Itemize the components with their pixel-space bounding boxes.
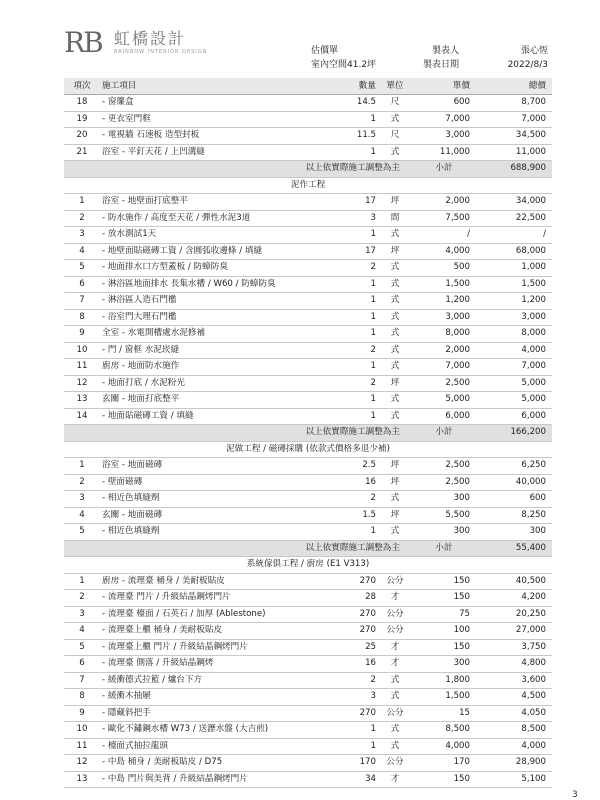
quote-table-body [64,78,552,788]
table-row [64,392,552,409]
cell-total: 28,900 [478,755,552,772]
cell-price: 100 [410,623,478,640]
cell-unit: 才 [380,656,410,673]
cell-price: 6,000 [410,408,478,425]
cell-no: 13 [64,392,100,409]
cell-price: 11,000 [410,144,478,161]
cell-no: 9 [64,705,100,722]
cell-total: 8,000 [478,326,552,343]
cell-qty: 270 [332,573,380,590]
cell-total: 5,000 [478,375,552,392]
cell-no: 2 [64,474,100,491]
cell-unit: 尺 [380,128,410,145]
cell-item: - 流理臺上櫃 門片 / 升級結晶鋼烤門片 [100,639,332,656]
cell-total: 68,000 [478,243,552,260]
table-row [64,243,552,260]
cell-unit: 式 [380,672,410,689]
cell-no: 12 [64,375,100,392]
cell-unit: 式 [380,408,410,425]
cell-no: 1 [64,194,100,211]
table-row [64,573,552,590]
table-row [64,590,552,607]
table-row [64,689,552,706]
cell-item: - 淋浴區地面排水 長集水槽 / W60 / 防蟑防臭 [100,276,332,293]
cell-unit: 式 [380,722,410,739]
cell-qty: 2 [332,375,380,392]
cell-item: - 中島 門片與美背 / 升級結晶鋼烤門片 [100,771,332,788]
cell-item: 浴室 - 地面磁磚 [100,458,332,475]
cell-item: - 流理臺上櫃 桶身 / 美耐板貼皮 [100,623,332,640]
cell-unit: 式 [380,326,410,343]
cell-price: 7,500 [410,210,478,227]
cell-no: 8 [64,689,100,706]
cell-qty: 270 [332,606,380,623]
table-header-row [64,78,552,95]
cell-qty: 2 [332,260,380,277]
table-row [64,672,552,689]
cell-total: 5,000 [478,392,552,409]
table-row [64,144,552,161]
cell-price: 5,000 [410,392,478,409]
cell-qty: 25 [332,639,380,656]
company-logo [64,28,264,62]
col-header-qty: 數量 [332,78,380,95]
cell-item: - 相近色填縫劑 [100,524,332,541]
table-row [64,623,552,640]
subtotal-row [64,425,552,442]
subtotal-row [64,161,552,178]
cell-qty: 17 [332,243,380,260]
table-row [64,771,552,788]
page-number: 3 [572,790,578,800]
cell-item: - 窗簾盒 [100,95,332,112]
cell-total: 1,200 [478,293,552,310]
cell-qty: 28 [332,590,380,607]
cell-no: 19 [64,111,100,128]
cell-qty: 3 [332,210,380,227]
cell-item: - 地面排水口方型蓋板 / 防蟑防臭 [100,260,332,277]
col-header-item: 施工項目 [100,78,332,95]
cell-unit: 式 [380,689,410,706]
cell-unit: 式 [380,260,410,277]
cell-price: 600 [410,95,478,112]
cell-unit: 式 [380,491,410,508]
quote-meta [305,44,550,72]
logo-mark: RB [64,26,102,59]
cell-total: 20,250 [478,606,552,623]
cell-price: 2,000 [410,342,478,359]
table-row [64,326,552,343]
cell-unit: 式 [380,276,410,293]
table-row [64,293,552,310]
logo-name-cn: 虹橋設計 [114,29,187,48]
cell-unit: 公分 [380,623,410,640]
table-row [64,722,552,739]
cell-unit: 式 [380,309,410,326]
cell-price: 4,000 [410,243,478,260]
table-row [64,491,552,508]
cell-price: 300 [410,656,478,673]
cell-no: 7 [64,672,100,689]
cell-unit: 坪 [380,194,410,211]
cell-qty: 3 [332,689,380,706]
cell-total: 34,500 [478,128,552,145]
preparer-name: 張心恆 [520,46,548,56]
table-row [64,474,552,491]
cell-item: 浴室 - 地壁面打底整平 [100,194,332,211]
cell-qty: 270 [332,705,380,722]
cell-no: 4 [64,623,100,640]
cell-qty: 1 [332,227,380,244]
table-row [64,194,552,211]
cell-item: - 中島 桶身 / 美耐板貼皮 / D75 [100,755,332,772]
cell-total: 4,050 [478,705,552,722]
preparer-label: 製表人 [431,46,459,56]
cell-unit: 坪 [380,474,410,491]
cell-price: 1,500 [410,689,478,706]
cell-no: 3 [64,606,100,623]
cell-item: - 流理臺 門片 / 升級結晶鋼烤門片 [100,590,332,607]
cell-qty: 2 [332,342,380,359]
cell-qty: 2.5 [332,458,380,475]
cell-item: - 淋浴區人造石門檻 [100,293,332,310]
cell-total: 300 [478,524,552,541]
cell-item: - 歐化不鏽鋼水槽 W73 / 送瀝水盤 (大吉煎) [100,722,332,739]
section-title: 系統傢俱工程 / 廚房 (E1 V313) [64,557,552,574]
cell-price: 1,800 [410,672,478,689]
cell-price: 300 [410,491,478,508]
cell-item: - 放水測試1天 [100,227,332,244]
cell-price: 170 [410,755,478,772]
cell-unit: 式 [380,524,410,541]
table-row [64,210,552,227]
cell-no: 5 [64,260,100,277]
cell-price: 150 [410,771,478,788]
cell-total: 4,000 [478,342,552,359]
cell-total: 4,500 [478,689,552,706]
cell-total: 6,000 [478,408,552,425]
cell-price: 2,500 [410,474,478,491]
cell-price: 3,000 [410,128,478,145]
cell-unit: 才 [380,771,410,788]
cell-total: 3,600 [478,672,552,689]
cell-qty: 1.5 [332,507,380,524]
cell-no: 7 [64,293,100,310]
cell-no: 6 [64,656,100,673]
cell-unit: 式 [380,342,410,359]
cell-price: 4,000 [410,738,478,755]
cell-item: - 緩衝木抽屜 [100,689,332,706]
cell-qty: 1 [332,524,380,541]
cell-item: - 緩衝德式拉籃 / 爐台下方 [100,672,332,689]
cell-qty: 16 [332,474,380,491]
cell-qty: 11.5 [332,128,380,145]
section-title: 泥作工程 [64,177,552,194]
cell-item: - 相近色填縫劑 [100,491,332,508]
cell-price: 8,000 [410,326,478,343]
cell-total: 40,500 [478,573,552,590]
cell-total: 7,000 [478,111,552,128]
cell-total: 40,000 [478,474,552,491]
subtotal-label: 小計 [410,425,478,442]
cell-qty: 270 [332,623,380,640]
cell-no: 3 [64,491,100,508]
table-row [64,128,552,145]
cell-item: - 流理臺 側落 / 升級結晶鋼烤 [100,656,332,673]
cell-item: - 電視牆 石速板 造型封板 [100,128,332,145]
subtotal-note: 以上依實際施工調整為主 [64,425,410,442]
subtotal-value: 688,900 [478,161,552,178]
cell-item: 廚房 - 流理臺 桶身 / 美耐板貼皮 [100,573,332,590]
cell-unit: 坪 [380,507,410,524]
table-row [64,458,552,475]
subtotal-label: 小計 [410,161,478,178]
cell-no: 5 [64,639,100,656]
quote-table [64,78,552,788]
cell-qty: 34 [332,771,380,788]
cell-unit: 公分 [380,705,410,722]
table-row [64,705,552,722]
cell-item: - 防水施作 / 高度至天花 / 彈性水泥3道 [100,210,332,227]
cell-price: 1,500 [410,276,478,293]
cell-qty: 2 [332,491,380,508]
cell-total: 1,000 [478,260,552,277]
table-row [64,639,552,656]
col-header-price: 單價 [410,78,478,95]
cell-unit: 才 [380,639,410,656]
section-title-row [64,557,552,574]
subtotal-value: 166,200 [478,425,552,442]
cell-qty: 1 [332,276,380,293]
cell-unit: 式 [380,144,410,161]
cell-unit: 公分 [380,606,410,623]
cell-total: 8,250 [478,507,552,524]
cell-total: 5,100 [478,771,552,788]
cell-total: 22,500 [478,210,552,227]
table-row [64,276,552,293]
subtotal-note: 以上依實際施工調整為主 [64,161,410,178]
table-row [64,738,552,755]
cell-total: 4,000 [478,738,552,755]
cell-no: 14 [64,408,100,425]
cell-qty: 1 [332,111,380,128]
cell-price: 3,000 [410,309,478,326]
section-title-row [64,177,552,194]
cell-item: - 地壁面貼磁磚工資 / 含圓弧收邊條 / 填縫 [100,243,332,260]
cell-unit: 式 [380,293,410,310]
section-title-row [64,441,552,458]
cell-no: 13 [64,771,100,788]
subtotal-note: 以上依實際施工調整為主 [64,540,410,557]
cell-unit: 公分 [380,573,410,590]
cell-no: 4 [64,243,100,260]
cell-item: - 隱藏斜把手 [100,705,332,722]
cell-total: 4,800 [478,656,552,673]
cell-no: 6 [64,276,100,293]
cell-item: - 更衣室門框 [100,111,332,128]
cell-total: 8,500 [478,722,552,739]
cell-price: 8,500 [410,722,478,739]
cell-unit: 式 [380,738,410,755]
cell-price: 7,000 [410,359,478,376]
cell-qty: 1 [332,293,380,310]
cell-no: 21 [64,144,100,161]
table-row [64,408,552,425]
cell-no: 18 [64,95,100,112]
cell-item: - 地面打底 / 水泥粉光 [100,375,332,392]
cell-unit: 才 [380,590,410,607]
subtotal-label: 小計 [410,540,478,557]
cell-item: - 地面貼磁磚工資 / 填縫 [100,408,332,425]
meta-row-1 [305,44,550,58]
cell-total: 27,000 [478,623,552,640]
cell-qty: 14.5 [332,95,380,112]
cell-item: - 浴室門大理石門檻 [100,309,332,326]
cell-price: 150 [410,639,478,656]
cell-qty: 1 [332,722,380,739]
cell-total: 1,500 [478,276,552,293]
table-row [64,95,552,112]
cell-unit: 坪 [380,458,410,475]
cell-no: 1 [64,458,100,475]
cell-qty: 17 [332,194,380,211]
subtotal-value: 55,400 [478,540,552,557]
cell-total: 4,200 [478,590,552,607]
cell-no: 2 [64,590,100,607]
cell-item: 全室 - 水電開槽處水泥修補 [100,326,332,343]
cell-no: 9 [64,326,100,343]
section-title: 泥做工程 / 磁磚採購 (依款式價格多退少補) [64,441,552,458]
cell-item: - 檯面式抽拉龍頭 [100,738,332,755]
cell-item: 玄關 - 地面打底整平 [100,392,332,409]
table-row [64,507,552,524]
cell-no: 8 [64,309,100,326]
cell-no: 2 [64,210,100,227]
cell-total: 6,250 [478,458,552,475]
cell-no: 11 [64,738,100,755]
cell-item: 玄關 - 地面磁磚 [100,507,332,524]
date-label: 製表日期 [422,60,459,70]
cell-no: 20 [64,128,100,145]
cell-item: 廚房 - 地面防水施作 [100,359,332,376]
cell-unit: 尺 [380,95,410,112]
cell-no: 5 [64,524,100,541]
cell-price: 150 [410,590,478,607]
cell-qty: 2 [332,672,380,689]
cell-qty: 170 [332,755,380,772]
cell-no: 3 [64,227,100,244]
subtotal-row [64,540,552,557]
cell-total: / [478,227,552,244]
cell-no: 10 [64,342,100,359]
cell-price: 5,500 [410,507,478,524]
date-value: 2022/8/3 [507,60,548,70]
cell-qty: 1 [332,309,380,326]
cell-price: 15 [410,705,478,722]
cell-qty: 1 [332,738,380,755]
cell-total: 600 [478,491,552,508]
cell-no: 1 [64,573,100,590]
cell-price: 150 [410,573,478,590]
cell-unit: 坪 [380,375,410,392]
cell-no: 12 [64,755,100,772]
cell-unit: 坪 [380,243,410,260]
cell-price: 2,500 [410,458,478,475]
cell-item: 浴室 - 平釘天花 / 上凹溝縫 [100,144,332,161]
cell-unit: 公分 [380,755,410,772]
cell-no: 11 [64,359,100,376]
cell-price: 1,200 [410,293,478,310]
cell-unit: 式 [380,111,410,128]
cell-qty: 1 [332,359,380,376]
cell-unit: 式 [380,392,410,409]
cell-price: 7,000 [410,111,478,128]
cell-total: 7,000 [478,359,552,376]
cell-total: 3,750 [478,639,552,656]
cell-unit: 式 [380,227,410,244]
table-row [64,606,552,623]
col-header-no: 項次 [64,78,100,95]
doc-title: 估價單 [311,46,339,56]
table-row [64,524,552,541]
cell-total: 34,000 [478,194,552,211]
cell-total: 3,000 [478,309,552,326]
col-header-total: 總價 [478,78,552,95]
meta-row-2 [305,58,550,72]
cell-qty: 1 [332,326,380,343]
table-row [64,111,552,128]
cell-unit: 式 [380,359,410,376]
table-row [64,359,552,376]
table-row [64,260,552,277]
cell-price: 500 [410,260,478,277]
col-header-unit: 單位 [380,78,410,95]
cell-price: / [410,227,478,244]
cell-price: 300 [410,524,478,541]
cell-unit: 間 [380,210,410,227]
cell-price: 2,000 [410,194,478,211]
cell-no: 10 [64,722,100,739]
table-row [64,342,552,359]
table-row [64,309,552,326]
space-size: 室內空間41.2坪 [311,60,377,70]
cell-item: - 流理臺 檯面 / 石英石 / 加厚 (Ablestone) [100,606,332,623]
cell-item: - 壁面磁磚 [100,474,332,491]
table-row [64,227,552,244]
cell-total: 11,000 [478,144,552,161]
table-row [64,755,552,772]
cell-item: - 門 / 窗框 水泥崁縫 [100,342,332,359]
cell-no: 4 [64,507,100,524]
cell-qty: 16 [332,656,380,673]
cell-price: 75 [410,606,478,623]
cell-qty: 1 [332,144,380,161]
cell-qty: 1 [332,408,380,425]
table-row [64,375,552,392]
table-row [64,656,552,673]
cell-price: 2,500 [410,375,478,392]
cell-qty: 1 [332,392,380,409]
logo-name-en: RAINBOW INTERIOR DESIGN [114,49,208,55]
cell-total: 8,700 [478,95,552,112]
